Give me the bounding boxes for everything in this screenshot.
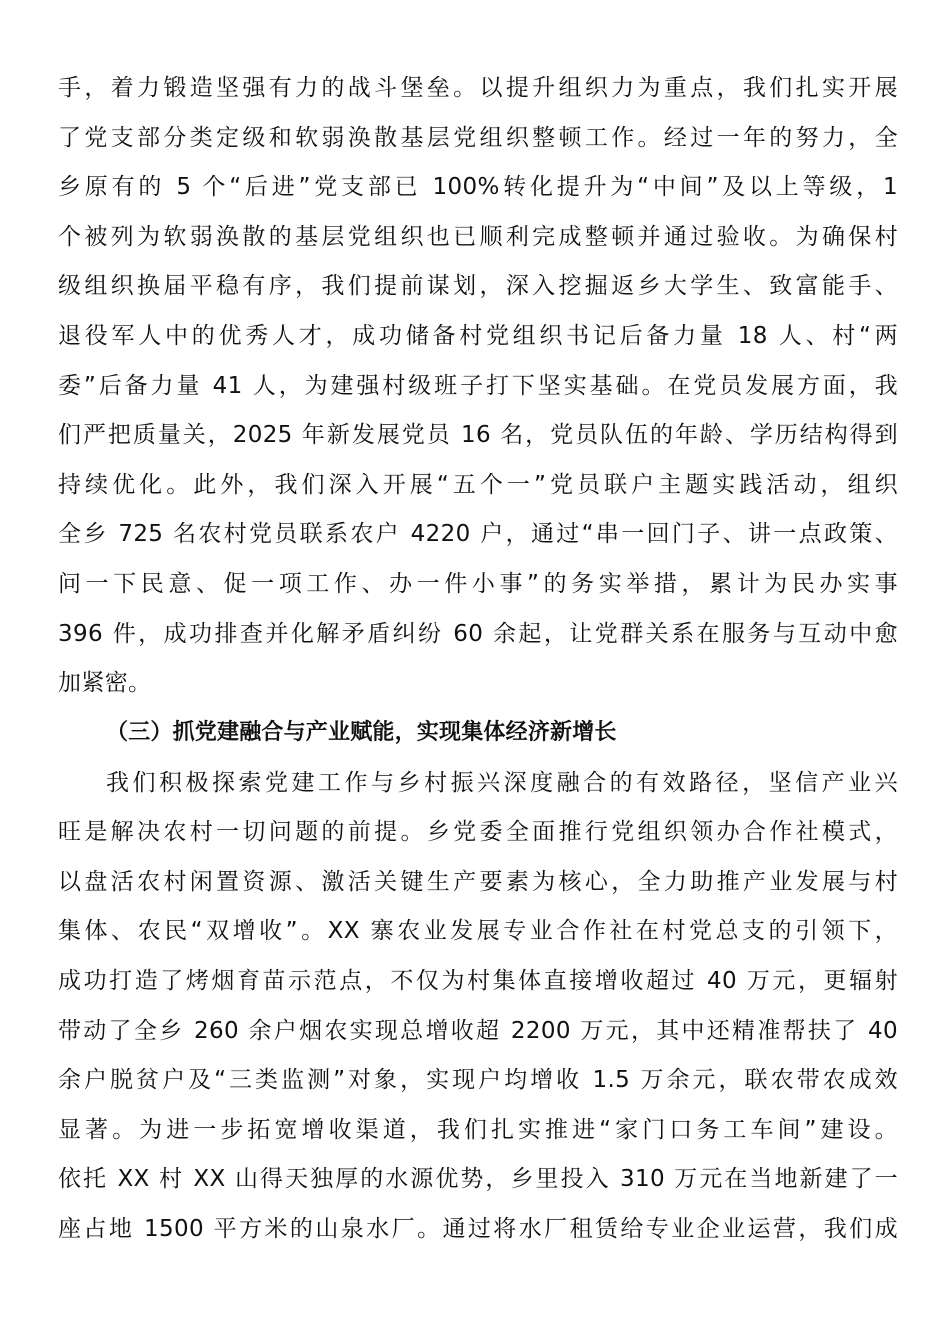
text-line: 旺是解决农村一切问题的前提。乡党委全面推行党组织领办合作社模式， xyxy=(58,819,898,845)
text-line: 级组织换届平稳有序，我们提前谋划，深入挖掘返乡大学生、致富能手、 xyxy=(58,273,898,299)
text-line: 座占地 1500 平方米的山泉水厂。通过将水厂租赁给专业企业运营，我们成 xyxy=(58,1216,898,1242)
text-line: 委”后备力量 41 人，为建强村级班子打下坚实基础。在党员发展方面，我 xyxy=(58,373,898,399)
text-line: 集体、农民“双增收”。XX 寨农业发展专业合作社在村党总支的引领下， xyxy=(58,918,898,944)
text-line: 们严把质量关，2025 年新发展党员 16 名，党员队伍的年龄、学历结构得到 xyxy=(58,422,898,448)
text-line: 余户脱贫户及“三类监测”对象，实现户均增收 1.5 万余元，联农带农成效 xyxy=(58,1067,898,1093)
text-line: 乡原有的 5 个“后进”党支部已 100%转化提升为“中间”及以上等级，1 xyxy=(58,174,898,200)
text-line: 了党支部分类定级和软弱涣散基层党组织整顿工作。经过一年的努力，全 xyxy=(58,125,898,151)
text-line-first: 我们积极探索党建工作与乡村振兴深度融合的有效路径，坚信产业兴 xyxy=(106,770,898,796)
text-line-last: 加紧密。 xyxy=(58,670,152,696)
text-line: 退役军人中的优秀人才，成功储备村党组织书记后备力量 18 人、村“两 xyxy=(58,323,898,349)
text-line: 以盘活农村闲置资源、激活关键生产要素为核心，全力助推产业发展与村 xyxy=(58,869,898,895)
section-heading: （三）抓党建融合与产业赋能，实现集体经济新增长 xyxy=(106,720,617,745)
text-line: 个被列为软弱涣散的基层党组织也已顺利完成整顿并通过验收。为确保村 xyxy=(58,224,898,250)
text-line: 成功打造了烤烟育苗示范点，不仅为村集体直接增收超过 40 万元，更辐射 xyxy=(58,968,898,994)
text-line: 396 件，成功排查并化解矛盾纠纷 60 余起，让党群关系在服务与互动中愈 xyxy=(58,621,898,647)
text-line: 手，着力锻造坚强有力的战斗堡垒。以提升组织力为重点，我们扎实开展 xyxy=(58,75,898,101)
text-line: 持续优化。此外，我们深入开展“五个一”党员联户主题实践活动，组织 xyxy=(58,472,898,498)
text-line: 问一下民意、促一项工作、办一件小事”的务实举措，累计为民办实事 xyxy=(58,571,898,597)
text-line: 依托 XX 村 XX 山得天独厚的水源优势，乡里投入 310 万元在当地新建了一 xyxy=(58,1166,898,1192)
text-line: 显著。为进一步拓宽增收渠道，我们扎实推进“家门口务工车间”建设。 xyxy=(58,1117,898,1143)
text-line: 带动了全乡 260 余户烟农实现总增收超 2200 万元，其中还精准帮扶了 40 xyxy=(58,1018,898,1044)
text-line: 全乡 725 名农村党员联系农户 4220 户，通过“串一回门子、讲一点政策、 xyxy=(58,521,898,547)
